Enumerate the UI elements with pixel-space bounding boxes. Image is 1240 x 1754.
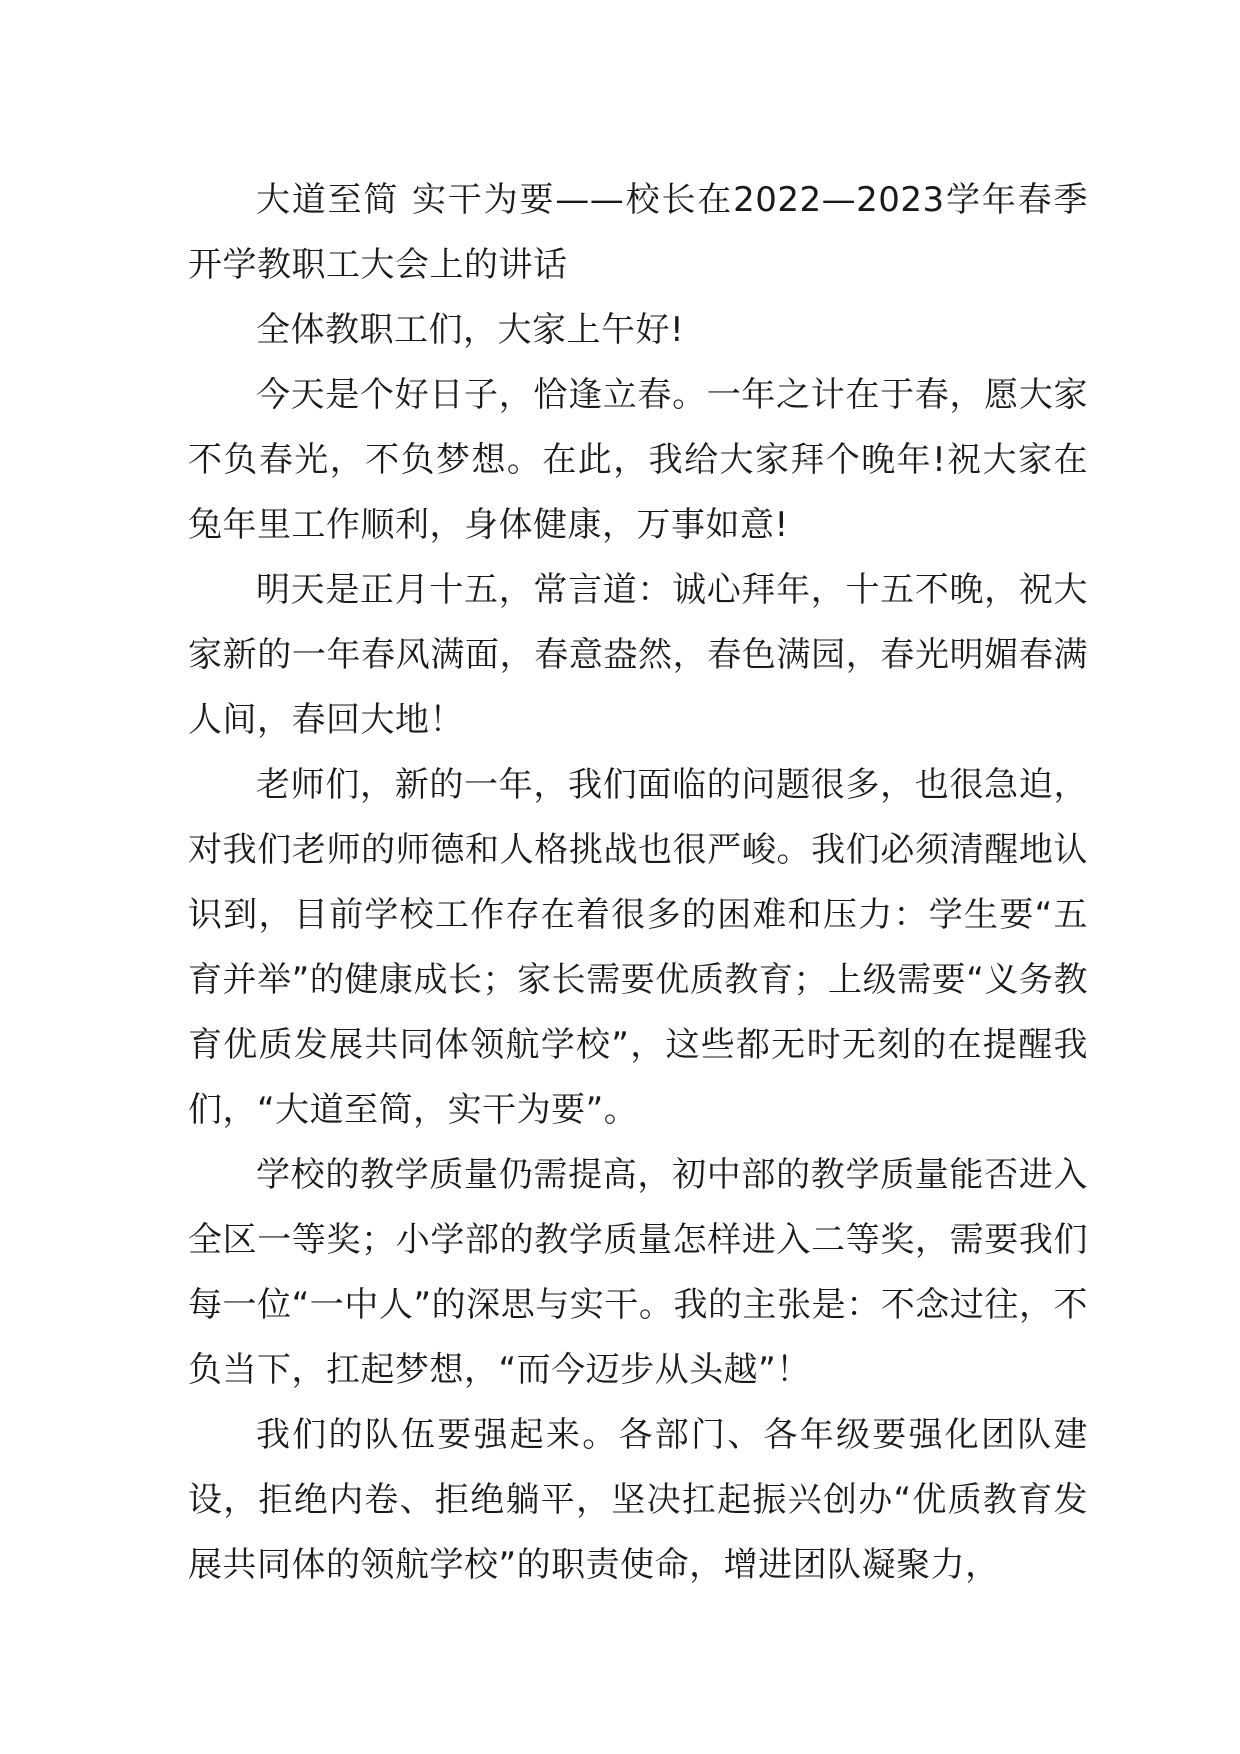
document-title: 大道至简 实干为要——校长在2022—2023学年春季开学教职工大会上的讲话 [188,180,1088,285]
paragraph: 我们的队伍要强起来。各部门、各年级要强化团队建设，拒绝内卷、拒绝躺平，坚决扛起振兴创办“优质教育发展共同体的领航学校”的职责使命，增进团队凝聚力， [188,1415,1088,1585]
paragraph: 学校的教学质量仍需提高，初中部的教学质量能否进入全区一等奖；小学部的教学质量怎样进入二等奖，需要我们每一位“一中人”的深思与实干。我的主张是：不念过往，不负当下，扛起梦想，“而今迈步从头越”！ [188,1155,1088,1390]
document-page [188,168,1088,1598]
paragraph: 老师们，新的一年，我们面临的问题很多，也很急迫，对我们老师的师德和人格挑战也很严峻。我们必须清醒地认识到，目前学校工作存在着很多的困难和压力：学生要“五育并举”的健康成长；家长需要优质教育；上级需要“义务教育优质发展共同体领航学校”，这些都无时无刻的在提醒我们，“大道至简，实干为要”。 [188,765,1088,1130]
paragraph: 今天是个好日子，恰逢立春。一年之计在于春，愿大家不负春光，不负梦想。在此，我给大家拜个晚年!祝大家在兔年里工作顺利，身体健康，万事如意! [188,375,1088,545]
paragraph-greeting: 全体教职工们，大家上午好! [256,310,685,350]
paragraph: 明天是正月十五，常言道：诚心拜年，十五不晚，祝大家新的一年春风满面，春意盎然，春色满园，春光明媚春满人间，春回大地！ [188,570,1088,740]
